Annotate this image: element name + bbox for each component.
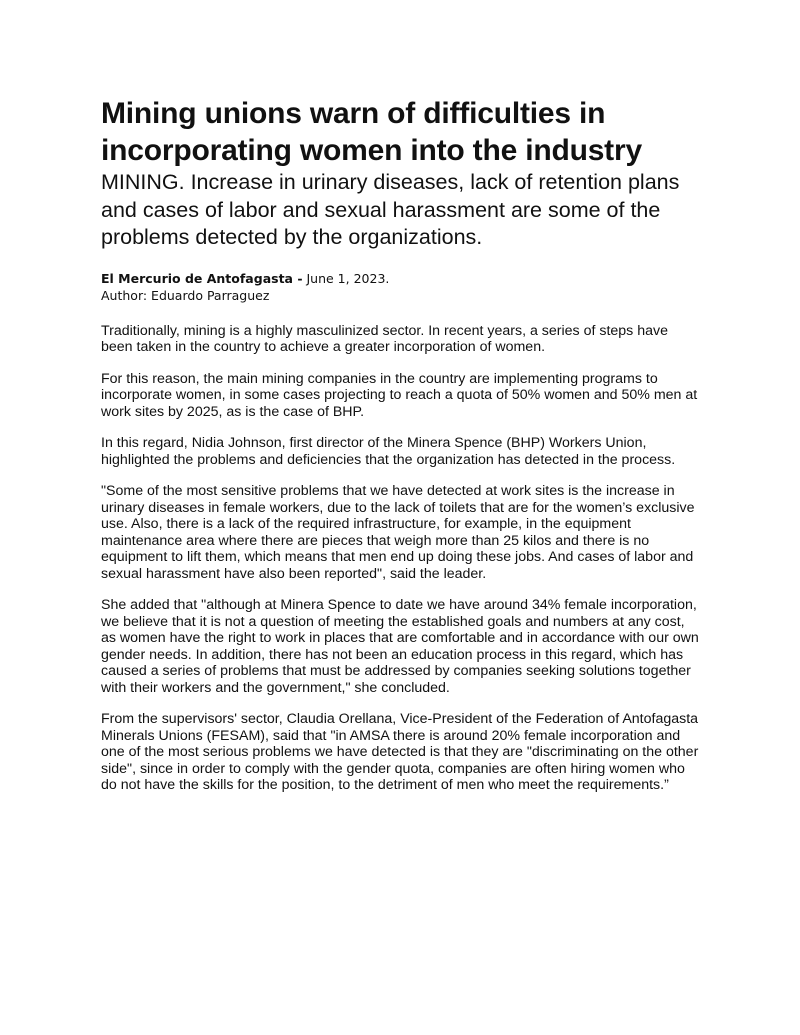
byline <box>101 270 703 304</box>
source-name: El Mercurio de Antofagasta - <box>101 270 303 286</box>
paragraph: Traditionally, mining is a highly masculinized sector. In recent years, a series of steps have been taken in the country to achieve a greater incorporation of women. <box>101 322 668 355</box>
publish-date: June 1, 2023. <box>302 270 390 286</box>
subhead: MINING. Increase in urinary diseases, lack of retention plans and cases of labor and sexual harassment are some of the problems detected by the organizations. <box>101 170 680 249</box>
paragraph: "Some of the most sensitive problems that we have detected at work sites is the increase in urinary diseases in female workers, due to the lack of toilets that are for the women’s exclusive use. Also, there is a lack of the required infrastructure, for example, in the equipment maintenance area where there are pieces that weigh more than 25 kilos and there is no equipment to lift them, which means that men end up doing these jobs. And cases of labor and sexual harassment have also been reported", said the leader. <box>101 483 695 582</box>
paragraph: In this regard, Nidia Johnson, first director of the Minera Spence (BHP) Workers Union, highlighted the problems and deficiencies that the organization has detected in the process. <box>101 435 676 468</box>
author-line: Author: Eduardo Parraguez <box>101 287 270 303</box>
source-line <box>101 270 703 287</box>
article-body <box>101 323 703 794</box>
paragraph: From the supervisors' sector, Claudia Orellana, Vice-President of the Federation of Antofagasta Minerals Unions (FESAM), said that "in AMSA there is around 20% female incorporation and one of the most serious problems we have detected is that they are "discriminating on the other side", since in order to comply with the gender quota, companies are often hiring women who do not have the skills for the position, to the detriment of men who meet the requirements.” <box>101 711 699 793</box>
paragraph: She added that "although at Minera Spence to date we have around 34% female incorporation, we believe that it is not a question of meeting the established goals and numbers at any cost, as women have the right to work in places that are comfortable and in accordance with our own gender needs. In addition, there has not been an education process in this regard, which has caused a series of problems that must be addressed by companies seeking solutions together with their workers and the government," she concluded. <box>101 597 699 696</box>
paragraph: For this reason, the main mining companies in the country are implementing programs to incorporate women, in some cases projecting to reach a quota of 50% women and 50% men at work sites by 2025, as is the case of BHP. <box>101 370 698 420</box>
article <box>101 95 703 809</box>
headline: Mining unions warn of difficulties in incorporating women into the industry <box>101 97 642 167</box>
